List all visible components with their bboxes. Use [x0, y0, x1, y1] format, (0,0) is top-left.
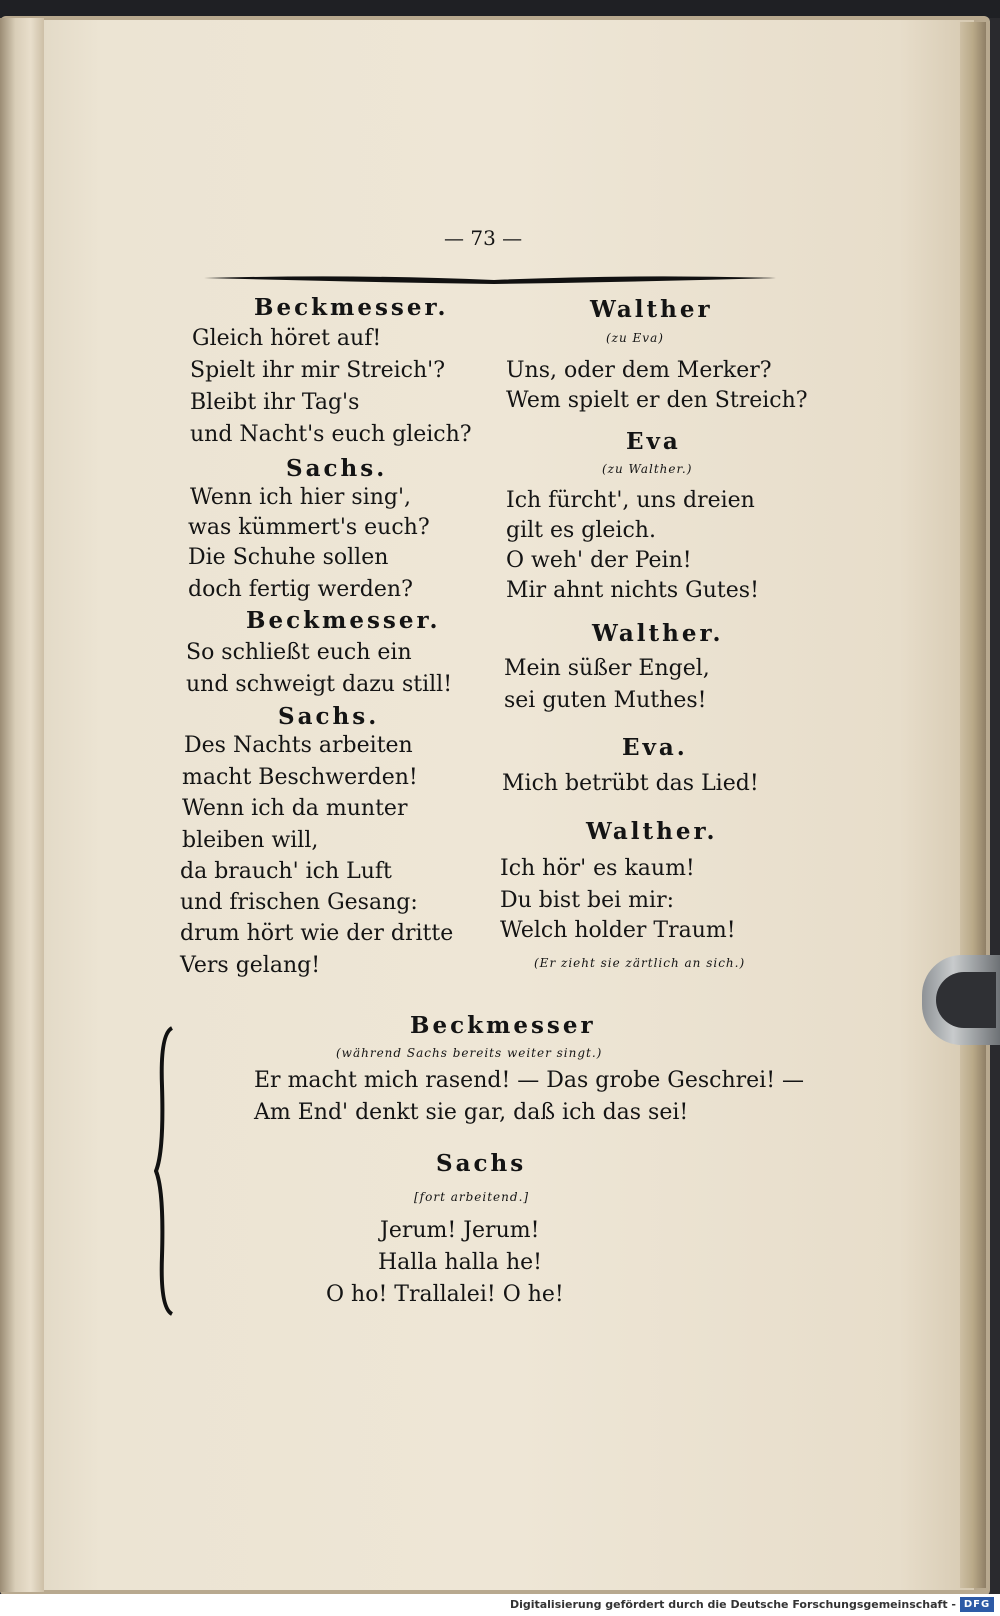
speaker-walther: Walther.	[592, 620, 724, 647]
verse-line: Gleich höret auf!	[192, 326, 382, 351]
verse-line: Mein süßer Engel,	[504, 656, 710, 681]
verse-line: Welch holder Traum!	[500, 918, 736, 943]
stage-direction: (Er zieht sie zärtlich an sich.)	[534, 956, 746, 970]
verse-line: Halla halla he!	[378, 1250, 542, 1275]
verse-line: doch fertig werden?	[188, 577, 413, 602]
page-left-edge	[0, 18, 44, 1592]
speaker-beckmesser: Beckmesser	[410, 1012, 596, 1039]
verse-line: Mich betrübt das Lied!	[502, 771, 759, 796]
verse-line: So schließt euch ein	[186, 640, 412, 665]
stage-direction: (zu Eva)	[606, 331, 664, 345]
verse-line: Spielt ihr mir Streich'?	[190, 358, 446, 383]
verse-line: Die Schuhe sollen	[188, 545, 389, 570]
verse-line: Ich hör' es kaum!	[500, 856, 695, 881]
verse-line: drum hört wie der dritte	[180, 921, 454, 946]
verse-line: und frischen Gesang:	[180, 890, 418, 915]
speaker-sachs: Sachs.	[278, 703, 380, 730]
stage-direction: (während Sachs bereits weiter singt.)	[336, 1046, 603, 1060]
verse-line: Er macht mich rasend! — Das grobe Geschrei! —	[254, 1068, 805, 1093]
verse-line: Mir ahnt nichts Gutes!	[506, 578, 759, 603]
speaker-walther: Walther	[590, 296, 713, 323]
page-number: — 73 —	[444, 226, 523, 250]
page-right-edge	[960, 22, 986, 1588]
dfg-logo: DFG	[960, 1597, 994, 1612]
verse-line: bleiben will,	[182, 828, 319, 853]
verse-line: Uns, oder dem Merker?	[506, 358, 772, 383]
speaker-beckmesser: Beckmesser.	[254, 294, 449, 321]
footer-credit: Digitalisierung gefördert durch die Deutsche Forschungsgemeinschaft -	[509, 1598, 956, 1611]
speaker-eva: Eva	[626, 428, 681, 455]
verse-line: Des Nachts arbeiten	[184, 733, 413, 758]
verse-line: Wenn ich da munter	[182, 796, 408, 821]
verse-line: O weh' der Pein!	[506, 548, 692, 573]
verse-line: Bleibt ihr Tag's	[190, 390, 360, 415]
speaker-eva: Eva.	[622, 734, 688, 761]
verse-line: Wem spielt er den Streich?	[506, 388, 808, 413]
stage-direction: (zu Walther.)	[602, 462, 693, 476]
verse-line: und schweigt dazu still!	[186, 672, 453, 697]
speaker-sachs: Sachs	[436, 1150, 527, 1177]
ornamental-rule	[204, 270, 776, 286]
verse-line: Jerum! Jerum!	[380, 1218, 540, 1243]
bookmark-clip-hole	[936, 972, 996, 1028]
verse-line: was kümmert's euch?	[188, 515, 430, 540]
verse-line: Am End' denkt sie gar, daß ich das sei!	[254, 1100, 689, 1125]
verse-line: gilt es gleich.	[506, 518, 656, 543]
verse-line: Du bist bei mir:	[500, 888, 675, 913]
verse-line: Wenn ich hier sing',	[190, 485, 412, 510]
speaker-walther: Walther.	[586, 818, 718, 845]
verse-line: Ich fürcht', uns dreien	[506, 488, 755, 513]
speaker-sachs: Sachs.	[286, 455, 388, 482]
verse-line: da brauch' ich Luft	[180, 859, 392, 884]
verse-line: und Nacht's euch gleich?	[190, 422, 472, 447]
verse-line: macht Beschwerden!	[182, 765, 418, 790]
verse-line: sei guten Muthes!	[504, 688, 707, 713]
verse-line: O ho! Trallalei! O he!	[326, 1282, 564, 1307]
stage-direction: [fort arbeitend.]	[414, 1190, 530, 1204]
verse-line: Vers gelang!	[180, 953, 321, 978]
curly-brace	[154, 1026, 178, 1316]
speaker-beckmesser: Beckmesser.	[246, 607, 441, 634]
